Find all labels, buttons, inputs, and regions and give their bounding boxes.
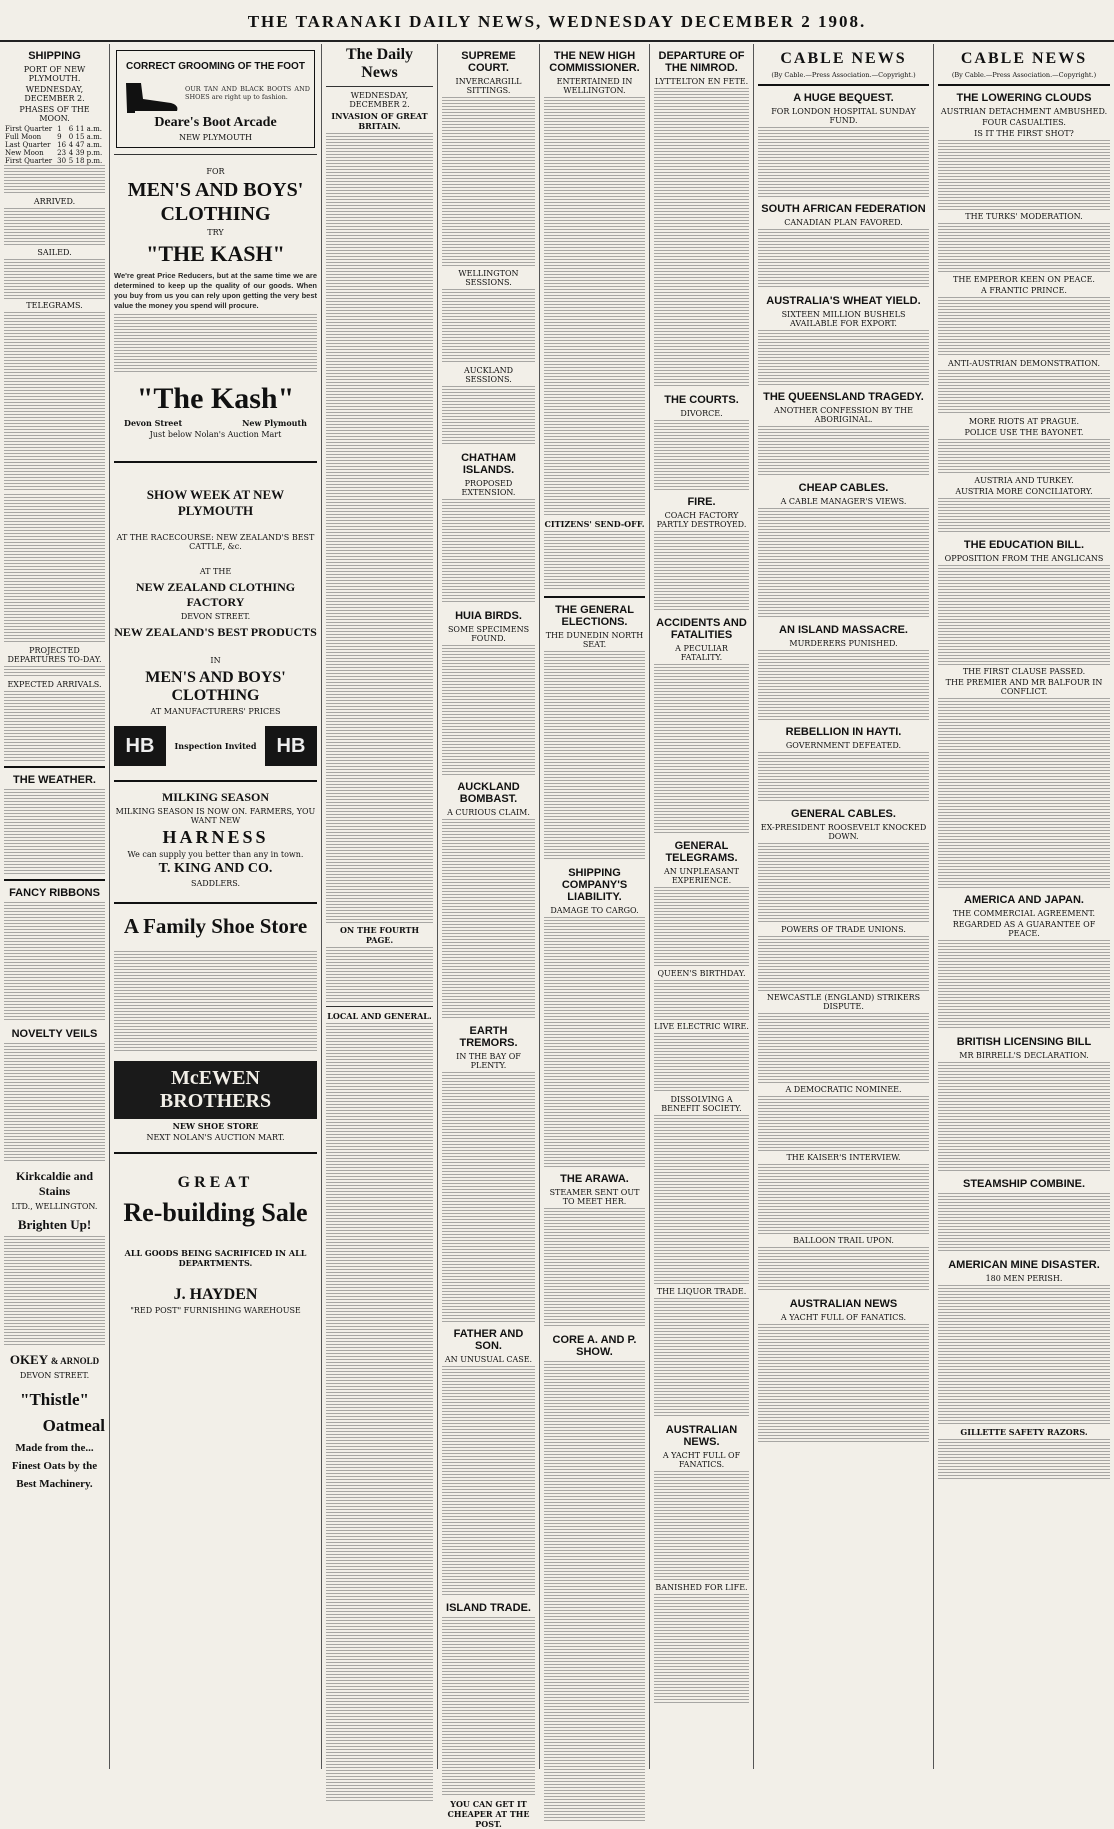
tide-text xyxy=(4,165,105,195)
cable-byline: (By Cable.—Press Association.—Copyright.) xyxy=(771,71,916,79)
first-shot-text xyxy=(938,140,1110,210)
okey-word: OKEY xyxy=(9,1352,48,1367)
grooming-title: CORRECT GROOMING OF THE FOOT xyxy=(126,61,305,72)
moon-phase: Full Moon xyxy=(5,133,42,141)
supreme-sub: INVERCARGILL SITTINGS. xyxy=(455,77,522,95)
projected-text xyxy=(4,666,105,678)
okey-address: DEVON STREET. xyxy=(19,1371,90,1380)
arawa-text xyxy=(544,1208,645,1328)
tking-saddlers: SADDLERS. xyxy=(191,879,240,888)
moon-table xyxy=(4,125,105,165)
island-text xyxy=(442,1617,535,1797)
invasion-text xyxy=(326,133,433,923)
father-sub: AN UNUSUAL CASE. xyxy=(444,1355,533,1364)
shipping-liab-heading: SHIPPING COMPANY'S LIABILITY. xyxy=(561,867,628,903)
okey-heading xyxy=(4,1352,105,1368)
mine-heading: AMERICAN MINE DISASTER. xyxy=(948,1259,1100,1271)
unions-heading: POWERS OF TRADE UNIONS. xyxy=(781,925,906,934)
cable-header: CABLE NEWS xyxy=(780,50,907,67)
cable-header-2: CABLE NEWS xyxy=(960,50,1088,67)
birrell-text xyxy=(938,1062,1110,1172)
kash-town: New Plymouth xyxy=(242,418,307,428)
phases-heading: PHASES OF THE MOON. xyxy=(19,105,90,123)
america-text xyxy=(938,940,1110,1030)
moon-hour: 6 xyxy=(68,125,74,133)
hayti-sub: GOVERNMENT DEFEATED. xyxy=(785,741,902,750)
mcewen-sub: NEW SHOE STORE xyxy=(172,1121,259,1131)
closure-heading: THE FIRST CLAUSE PASSED. xyxy=(962,667,1086,676)
milking-title: MILKING SEASON xyxy=(161,790,270,804)
kaiser-heading: THE KAISER'S INTERVIEW. xyxy=(786,1153,901,1162)
mcewen-title: McEWEN BROTHERS xyxy=(114,1061,317,1119)
turks-text xyxy=(938,223,1110,273)
factory-clothing: MEN'S AND BOYS' CLOTHING xyxy=(145,669,286,704)
gillette-text xyxy=(938,1439,1110,1479)
bequest-heading: A HUGE BEQUEST. xyxy=(793,92,894,104)
divider xyxy=(544,596,645,598)
father-heading: FATHER AND SON. xyxy=(453,1328,524,1352)
divider xyxy=(114,461,317,463)
live-wire-heading: LIVE ELECTRIC WIRE. xyxy=(654,1022,749,1031)
shoe-store-ad xyxy=(114,914,317,1142)
qld-heading: THE QUEENSLAND TRAGEDY. xyxy=(763,391,924,403)
citizens-heading: CITIZENS' SEND-OFF. xyxy=(544,519,645,529)
democrat-text xyxy=(758,1096,929,1151)
cheap-cables-text xyxy=(758,508,929,618)
peace-heading: REGARDED AS A GUARANTEE OF PEACE. xyxy=(952,920,1096,938)
editorial-date: WEDNESDAY, DECEMBER 2. xyxy=(349,91,410,109)
bombast-text xyxy=(442,819,535,1019)
show-week: SHOW WEEK AT NEW PLYMOUTH xyxy=(146,487,285,518)
huia-text xyxy=(442,645,535,775)
live-wire-text xyxy=(654,1033,749,1093)
kirkcaldie-sub: LTD., WELLINGTON. xyxy=(11,1202,98,1211)
kash-try: TRY xyxy=(207,228,224,237)
aus-news-2-heading: AUSTRALIAN NEWS xyxy=(789,1298,898,1310)
moon-day: 23 xyxy=(57,149,67,157)
moon-time: 15 a.m. xyxy=(75,133,102,141)
elections-sub: THE DUNEDIN NORTH SEAT. xyxy=(545,631,644,649)
liquor-text xyxy=(654,1298,749,1418)
kash-price-list xyxy=(114,314,317,374)
safed-heading: SOUTH AFRICAN FEDERATION xyxy=(761,203,926,215)
divider xyxy=(326,86,433,87)
shipping-notes-text xyxy=(4,494,105,644)
benefit-text xyxy=(654,1115,749,1285)
divider xyxy=(326,1006,433,1007)
opposition-heading: OPPOSITION FROM THE ANGLICANS xyxy=(944,554,1104,563)
boot-icon xyxy=(121,75,181,115)
projected-heading: PROJECTED DEPARTURES TO-DAY. xyxy=(7,646,102,664)
great-word: GREAT xyxy=(177,1174,254,1191)
elections-text xyxy=(544,651,645,861)
fire-text xyxy=(654,531,749,611)
expected-text xyxy=(4,691,105,761)
divider xyxy=(4,766,105,768)
telegrams-heading: TELEGRAMS. xyxy=(26,301,83,310)
editorial-title: The Daily News xyxy=(345,46,414,81)
column-shipping xyxy=(0,44,110,1769)
liquor-heading: THE LIQUOR TRADE. xyxy=(656,1287,747,1296)
massacre-sub: MURDERERS PUNISHED. xyxy=(789,639,898,648)
moon-time: 11 a.m. xyxy=(75,125,102,133)
factory-in: IN xyxy=(210,656,221,665)
concil-heading: AUSTRIA MORE CONCILIATORY. xyxy=(955,487,1093,496)
moon-time: 18 p.m. xyxy=(75,157,103,165)
thistle-made: Made from the... xyxy=(15,1442,94,1454)
expected-heading: EXPECTED ARRIVALS. xyxy=(7,680,102,689)
column-nimrod xyxy=(650,44,754,1769)
masthead xyxy=(0,4,1114,40)
earth-text xyxy=(442,1072,535,1322)
fourth-page-heading: ON THE FOURTH PAGE. xyxy=(339,925,420,945)
divider xyxy=(938,84,1110,86)
emperor-heading: THE EMPEROR KEEN ON PEACE. xyxy=(953,275,1095,284)
mine-text xyxy=(938,1285,1110,1425)
local-general-text xyxy=(326,1023,433,1803)
moon-day: 9 xyxy=(57,133,62,141)
kirkcaldie-heading: Kirkcaldie and Stains xyxy=(15,1169,93,1198)
supreme-heading: SUPREME COURT. xyxy=(461,50,516,74)
kash-quote: "THE KASH" xyxy=(146,241,285,266)
banished-heading: BANISHED FOR LIFE. xyxy=(655,1583,748,1592)
yacht-heading: A YACHT FULL OF FANATICS. xyxy=(780,1313,907,1322)
moon-day: 1 xyxy=(57,125,62,133)
at-the: AT THE xyxy=(199,567,232,576)
kash-street: Devon Street xyxy=(124,418,183,428)
moon-phase: First Quarter xyxy=(5,157,53,165)
high-comm-heading: THE NEW HIGH COMMISSIONER. xyxy=(549,50,640,74)
thistle-best: Best Machinery. xyxy=(16,1478,93,1490)
riots-heading: MORE RIOTS AT PRAGUE. xyxy=(968,417,1080,426)
bombast-heading: AUCKLAND BOMBAST. xyxy=(457,781,520,805)
kash-for: FOR xyxy=(206,167,225,176)
harness-ad xyxy=(114,790,317,888)
local-general-heading: LOCAL AND GENERAL. xyxy=(327,1011,432,1021)
birthday-heading: QUEEN'S BIRTHDAY. xyxy=(657,969,746,978)
divorce-text xyxy=(654,420,749,490)
cheap-cables-heading: CHEAP CABLES. xyxy=(798,482,889,494)
harness-sub: We can supply you better than any in town. xyxy=(127,850,304,859)
kash-note: Just below Nolan's Auction Mart xyxy=(149,430,282,439)
shipping-liab-sub: DAMAGE TO CARGO. xyxy=(550,906,639,915)
okey-name: & ARNOLD xyxy=(50,1356,100,1366)
arrived-heading: ARRIVED. xyxy=(33,197,76,206)
huia-sub: SOME SPECIMENS FOUND. xyxy=(447,625,530,643)
nimrod-heading: DEPARTURE OF THE NIMROD. xyxy=(658,50,745,74)
thistle-heading: "Thistle" xyxy=(20,1390,89,1409)
opposition-text xyxy=(938,565,1110,665)
at-race: AT THE RACECOURSE: NEW ZEALAND'S BEST CATTLE, &c. xyxy=(116,533,315,551)
benefit-heading: DISSOLVING A BENEFIT SOCIETY. xyxy=(661,1095,742,1113)
column-cable-2 xyxy=(934,44,1114,1769)
cable-byline-2: (By Cable.—Press Association.—Copyright.) xyxy=(951,71,1097,79)
safed-text xyxy=(758,229,929,289)
safed-sub: CANADIAN PLAN FAVORED. xyxy=(784,218,903,227)
deare-title: Deare's Boot Arcade xyxy=(154,115,277,130)
kaiser-text xyxy=(758,1164,929,1234)
newcastle-text xyxy=(758,1013,929,1083)
hayti-heading: REBELLION IN HAYTI. xyxy=(785,726,902,738)
invasion-heading: INVASION OF GREAT BRITAIN. xyxy=(331,111,428,131)
supreme-text xyxy=(442,97,535,267)
kash-ad xyxy=(114,167,317,439)
wellington-text xyxy=(442,289,535,364)
gen-telegrams-heading: GENERAL TELEGRAMS. xyxy=(665,840,738,864)
moon-row xyxy=(4,141,105,149)
hayti-text xyxy=(758,752,929,802)
bayonet-heading: POLICE USE THE BAYONET. xyxy=(964,428,1084,437)
brighten-heading: Brighten Up! xyxy=(17,1217,92,1232)
concil-text xyxy=(938,498,1110,533)
prince-heading: A FRANTIC PRINCE. xyxy=(981,286,1067,295)
fanatics-text xyxy=(654,1471,749,1581)
moon-row xyxy=(4,133,105,141)
anti-text xyxy=(938,370,1110,415)
fancy-ribbons-heading: FANCY RIBBONS xyxy=(9,887,100,899)
oatmeal-heading: Oatmeal xyxy=(42,1416,105,1435)
divider xyxy=(114,902,317,904)
premier-heading: THE PREMIER AND MR BALFOUR IN CONFLICT. xyxy=(945,678,1103,696)
divider xyxy=(114,780,317,782)
first-shot-heading: IS IT THE FIRST SHOT? xyxy=(974,129,1074,138)
milking-sub: MILKING SEASON IS NOW ON. FARMERS, YOU WANT NEW xyxy=(115,807,316,825)
massacre-heading: AN ISLAND MASSACRE. xyxy=(779,624,908,636)
auckland-heading: AUCKLAND SESSIONS. xyxy=(463,366,514,384)
divider xyxy=(114,154,317,155)
moon-row xyxy=(4,157,105,165)
licensing-heading: BRITISH LICENSING BILL xyxy=(956,1036,1092,1048)
arrived-text xyxy=(4,208,105,246)
moon-row xyxy=(4,125,105,133)
bayonet-text xyxy=(938,439,1110,474)
factory-name: NEW ZEALAND CLOTHING FACTORY xyxy=(135,580,296,609)
moon-hour: 4 xyxy=(68,149,74,157)
moon-phase: New Moon xyxy=(5,149,44,157)
birthday-text xyxy=(654,980,749,1020)
brighten-text xyxy=(4,1236,105,1346)
cheaper-line: YOU CAN GET IT CHEAPER AT THE POST. xyxy=(447,1799,530,1829)
qld-text xyxy=(758,426,929,476)
hb-logo-right: HB xyxy=(265,726,317,766)
earth-sub: IN THE BAY OF PLENTY. xyxy=(456,1052,521,1070)
harness-title: HARNESS xyxy=(162,827,269,847)
shoe-store-text xyxy=(114,951,317,1051)
wheat-heading: AUSTRALIA'S WHEAT YIELD. xyxy=(766,295,921,307)
yacht-text xyxy=(758,1324,929,1444)
accidents-heading: ACCIDENTS AND FATALITIES xyxy=(656,617,747,641)
ribbons-text xyxy=(4,902,105,1022)
column-courts xyxy=(438,44,540,1829)
column-commissioner xyxy=(540,44,650,1769)
turkey-heading: AUSTRIA AND TURKEY. xyxy=(974,476,1074,485)
bombast-sub: A CURIOUS CLAIM. xyxy=(447,808,530,817)
moon-time: 39 p.m. xyxy=(75,149,103,157)
kash-clothing: MEN'S AND BOYS' CLOTHING xyxy=(127,179,304,225)
elections-heading: THE GENERAL ELECTIONS. xyxy=(555,604,634,628)
unions-text xyxy=(758,936,929,991)
telegrams-text xyxy=(4,312,105,492)
courts-heading: THE COURTS. xyxy=(664,394,739,406)
divorce-heading: DIVORCE. xyxy=(680,409,723,418)
gillette-heading: GILLETTE SAFETY RAZORS. xyxy=(960,1427,1088,1437)
moon-phase: Last Quarter xyxy=(5,141,51,149)
newcastle-heading: NEWCASTLE (ENGLAND) STRIKERS DISPUTE. xyxy=(766,993,921,1011)
accidents-sub: A PECULIAR FATALITY. xyxy=(675,644,728,662)
veils-text xyxy=(4,1043,105,1163)
masthead-rule xyxy=(0,40,1114,42)
chatham-text xyxy=(442,499,535,604)
rebuilding-ad xyxy=(114,1174,317,1315)
divider xyxy=(4,879,105,881)
gen-telegrams-text xyxy=(654,887,749,967)
factory-ad xyxy=(114,487,317,766)
shipping-liab-text xyxy=(544,917,645,1167)
kash-logo: "The Kash" xyxy=(136,382,295,415)
novelty-veils-heading: NOVELTY VEILS xyxy=(11,1028,98,1040)
auckland-text xyxy=(442,386,535,446)
america-heading: AMERICA AND JAPAN. xyxy=(964,894,1084,906)
steamship-text xyxy=(938,1193,1110,1253)
sailed-heading: SAILED. xyxy=(37,248,72,257)
hb-logo-left: HB xyxy=(114,726,166,766)
factory-prices: AT MANUFACTURERS' PRICES xyxy=(150,707,281,716)
fourth-page-text xyxy=(326,947,433,1002)
shipping-heading: SHIPPING xyxy=(28,50,81,62)
nimrod-text xyxy=(654,88,749,388)
moon-row xyxy=(4,149,105,157)
date-line: WEDNESDAY, DECEMBER 2. xyxy=(24,85,85,103)
column-cable-1 xyxy=(754,44,934,1769)
accidents-text xyxy=(654,664,749,834)
clouds-heading: THE LOWERING CLOUDS xyxy=(956,92,1092,104)
bequest-sub: FOR LONDON HOSPITAL SUNDAY FUND. xyxy=(771,107,916,125)
chatham-sub: PROPOSED EXTENSION. xyxy=(461,479,516,497)
weather-heading: THE WEATHER. xyxy=(13,774,96,786)
steamship-heading: STEAMSHIP COMBINE. xyxy=(962,1178,1086,1190)
masthead-title: THE TARANAKI DAILY NEWS, WEDNESDAY DECEMBER 2 1908. xyxy=(247,12,867,31)
high-comm-text xyxy=(544,97,645,517)
mcewen-addr: NEXT NOLAN'S AUCTION MART. xyxy=(146,1133,285,1142)
grooming-ad xyxy=(116,50,315,148)
moon-hour: 4 xyxy=(68,141,74,149)
hayden-name: J. HAYDEN xyxy=(173,1286,258,1303)
democrat-heading: A DEMOCRATIC NOMINEE. xyxy=(785,1085,902,1094)
fire-sub: COACH FACTORY PARTLY DESTROYED. xyxy=(656,511,747,529)
best-products: NEW ZEALAND'S BEST PRODUCTS xyxy=(114,625,317,639)
all-goods: ALL GOODS BEING SACRIFICED IN ALL DEPARTMENTS. xyxy=(124,1248,307,1268)
agreement-heading: THE COMMERCIAL AGREEMENT. xyxy=(952,909,1096,918)
thistle-finest: Finest Oats by the xyxy=(11,1460,98,1472)
anti-heading: ANTI-AUSTRIAN DEMONSTRATION. xyxy=(947,359,1101,368)
fanatics-heading: A YACHT FULL OF FANATICS. xyxy=(662,1451,741,1469)
rebuilding-title: Re-building Sale xyxy=(123,1198,308,1227)
chatham-heading: CHATHAM ISLANDS. xyxy=(461,452,516,476)
education-heading: THE EDUCATION BILL. xyxy=(963,539,1085,551)
balloon-heading: BALLOON TRAIL UPON. xyxy=(793,1236,894,1245)
wheat-text xyxy=(758,330,929,385)
column-advertisements xyxy=(110,44,322,1769)
citizens-text xyxy=(544,531,645,591)
grooming-text: OUR TAN AND BLACK BOOTS AND SHOES are right up to fashion. xyxy=(185,84,310,101)
perish-heading: 180 MEN PERISH. xyxy=(985,1274,1063,1283)
moon-time: 47 a.m. xyxy=(75,141,102,149)
moon-hour: 5 xyxy=(68,157,74,165)
roosevelt-heading: EX-PRESIDENT ROOSEVELT KNOCKED DOWN. xyxy=(760,823,927,841)
island-heading: ISLAND TRADE. xyxy=(446,1602,531,1614)
massacre-text xyxy=(758,650,929,720)
tking-name: T. KING AND CO. xyxy=(158,861,273,876)
clouds-sub: AUSTRIAN DETACHMENT AMBUSHED. xyxy=(940,107,1108,116)
show-heading: CORE A. AND P. SHOW. xyxy=(552,1334,637,1358)
nimrod-sub: LYTTELTON EN FETE. xyxy=(654,77,749,86)
factory-street: DEVON STREET. xyxy=(180,612,251,621)
cheap-cables-sub: A CABLE MANAGER'S VIEWS. xyxy=(780,497,907,506)
gen-cables-heading: GENERAL CABLES. xyxy=(791,808,896,820)
wellington-heading: WELLINGTON SESSIONS. xyxy=(458,269,519,287)
qld-sub: ANOTHER CONFESSION BY THE ABORIGINAL. xyxy=(774,406,913,424)
casualties-heading: FOUR CASUALTIES. xyxy=(982,118,1066,127)
inspection-invited: Inspection Invited xyxy=(174,741,257,751)
premier-text xyxy=(938,698,1110,888)
aus-news-heading: AUSTRALIAN NEWS. xyxy=(665,1424,738,1448)
kash-body: We're great Price Reducers, but at the same time we are determined to keep up the quality of our goods. When you buy from us you can rely upon getting the very best value the money you spend will procure. xyxy=(114,271,317,310)
huia-heading: HUIA BIRDS. xyxy=(455,610,522,622)
moon-hour: 0 xyxy=(68,133,74,141)
banished-text xyxy=(654,1594,749,1704)
father-text xyxy=(442,1366,535,1596)
earth-heading: EARTH TREMORS. xyxy=(459,1025,518,1049)
moon-phase: First Quarter xyxy=(5,125,53,133)
divider xyxy=(758,84,929,86)
bequest-text xyxy=(758,127,929,197)
birrell-heading: MR BIRRELL'S DECLARATION. xyxy=(959,1051,1089,1060)
weather-text xyxy=(4,789,105,874)
divider xyxy=(114,1152,317,1154)
arawa-heading: THE ARAWA. xyxy=(560,1173,629,1185)
deare-sub: NEW PLYMOUTH xyxy=(179,133,252,142)
hayden-sub: "RED POST" FURNISHING WAREHOUSE xyxy=(130,1306,301,1315)
roosevelt-text xyxy=(758,843,929,923)
arawa-sub: STEAMER SENT OUT TO MEET HER. xyxy=(549,1188,640,1206)
column-editorial xyxy=(322,44,438,1769)
gen-telegrams-sub: AN UNPLEASANT EXPERIENCE. xyxy=(664,867,739,885)
high-comm-sub: ENTERTAINED IN WELLINGTON. xyxy=(556,77,633,95)
balloon-text xyxy=(758,1247,929,1292)
port-line: PORT OF NEW PLYMOUTH. xyxy=(23,65,86,83)
fire-heading: FIRE. xyxy=(687,496,716,508)
family-shoe-title: A Family Shoe Store xyxy=(123,914,308,938)
sailed-text xyxy=(4,259,105,299)
moon-day: 16 xyxy=(57,141,67,149)
wheat-sub: SIXTEEN MILLION BUSHELS AVAILABLE FOR EXPORT. xyxy=(781,310,906,328)
show-text xyxy=(544,1361,645,1821)
prince-text xyxy=(938,297,1110,357)
moon-day: 30 xyxy=(57,157,67,165)
turks-heading: THE TURKS' MODERATION. xyxy=(965,212,1083,221)
